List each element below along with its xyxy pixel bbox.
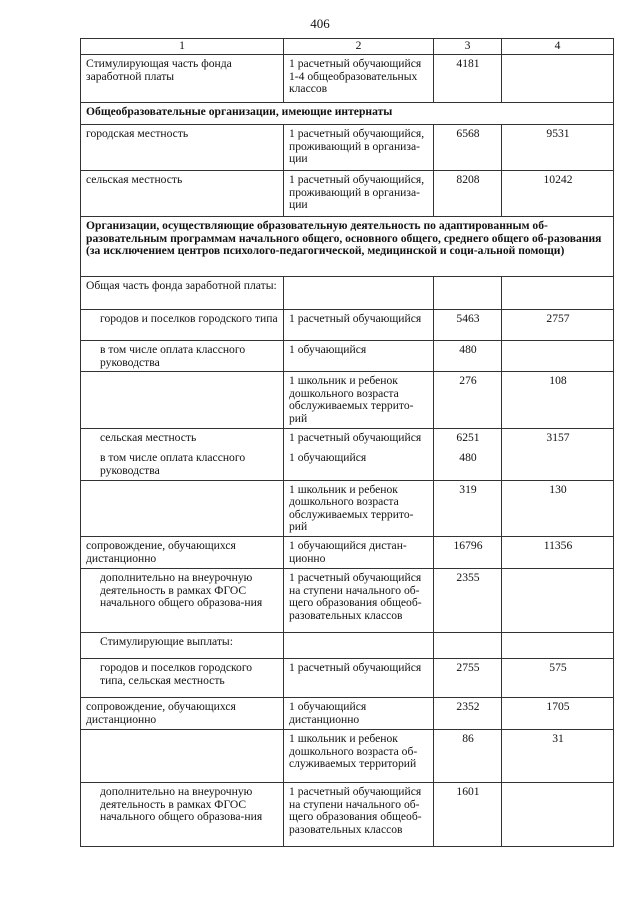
value-cell: 130 xyxy=(502,480,614,536)
value-cell: 480 xyxy=(434,341,502,372)
unit-cell: 1 обучающийся дистан-ционно xyxy=(284,536,434,568)
indicator-cell: дополнительно на внеурочную деятельность в рамках ФГОС начального общего образова-ния xyxy=(81,782,284,846)
value-cell: 8208 xyxy=(434,171,502,217)
value-cell: 2352 xyxy=(434,697,502,729)
indicator-cell xyxy=(81,729,284,782)
header-row xyxy=(81,39,614,55)
table-row xyxy=(81,480,614,536)
indicator-cell xyxy=(81,372,284,428)
indicator-cell: Стимулирующая часть фонда заработной платы xyxy=(81,55,284,103)
header-cell: 4 xyxy=(502,39,614,55)
value-cell: 6568 xyxy=(434,125,502,171)
indicator-cell: в том числе оплата классного руководства xyxy=(81,341,284,372)
indicator-cell: Стимулирующие выплаты: xyxy=(81,632,284,658)
value-cell: 319 xyxy=(434,480,502,536)
table-row xyxy=(81,729,614,782)
table-row xyxy=(81,341,614,372)
unit-cell: 1 расчетный обучающийся, проживающий в организа-ции xyxy=(284,125,434,171)
value-cell xyxy=(434,277,502,310)
header-cell: 3 xyxy=(434,39,502,55)
table-row xyxy=(81,55,614,103)
indicator-cell: городов и поселков городского типа xyxy=(81,310,284,341)
section-heading: Организации, осуществляющие образовательную деятельность по адаптированным об-разовательным программам начального общего, основного общего, среднего общего об-разования (за исключением центров психолого-педагогической, медицинской и соци-альной помощи) xyxy=(81,217,614,277)
unit-cell: 1 школьник и ребенок дошкольного возраста обслуживаемых террито-рий xyxy=(284,372,434,428)
section-row xyxy=(81,217,614,277)
value-cell: 108 xyxy=(502,372,614,428)
unit-cell: 1 обучающийся xyxy=(284,341,434,372)
indicator-cell: в том числе оплата классного руководства xyxy=(81,449,284,480)
unit-cell xyxy=(284,632,434,658)
value-cell: 4181 xyxy=(434,55,502,103)
value-cell: 276 xyxy=(434,372,502,428)
value-cell xyxy=(434,632,502,658)
value-cell: 2755 xyxy=(434,658,502,697)
norms-table xyxy=(80,38,614,847)
value-cell: 31 xyxy=(502,729,614,782)
table-row xyxy=(81,632,614,658)
table-row xyxy=(81,125,614,171)
table-row xyxy=(81,372,614,428)
value-cell: 6251 xyxy=(434,428,502,449)
header-cell: 2 xyxy=(284,39,434,55)
table-row xyxy=(81,171,614,217)
table-row xyxy=(81,697,614,729)
value-cell xyxy=(502,782,614,846)
table-row xyxy=(81,449,614,480)
unit-cell: 1 школьник и ребенок дошкольного возраста обслуживаемых террито-рий xyxy=(284,480,434,536)
value-cell: 11356 xyxy=(502,536,614,568)
indicator-cell: сельская местность xyxy=(81,171,284,217)
value-cell: 3157 xyxy=(502,428,614,449)
unit-cell: 1 обучающийся xyxy=(284,449,434,480)
unit-cell: 1 расчетный обучающийся xyxy=(284,658,434,697)
unit-cell: 1 расчетный обучающийся xyxy=(284,428,434,449)
value-cell xyxy=(502,449,614,480)
value-cell xyxy=(502,632,614,658)
value-cell: 2355 xyxy=(434,568,502,632)
page-number: 406 xyxy=(310,16,330,31)
table-row xyxy=(81,658,614,697)
value-cell: 1601 xyxy=(434,782,502,846)
value-cell: 9531 xyxy=(502,125,614,171)
indicator-cell: городская местность xyxy=(81,125,284,171)
value-cell xyxy=(502,277,614,310)
unit-cell: 1 расчетный обучающийся 1-4 общеобразовательных классов xyxy=(284,55,434,103)
value-cell: 1705 xyxy=(502,697,614,729)
value-cell: 5463 xyxy=(434,310,502,341)
indicator-cell: городов и поселков городского типа, сельская местность xyxy=(81,658,284,697)
value-cell xyxy=(502,55,614,103)
indicator-cell xyxy=(81,480,284,536)
indicator-cell: сопровождение, обучающихся дистанционно xyxy=(81,697,284,729)
value-cell: 575 xyxy=(502,658,614,697)
unit-cell: 1 расчетный обучающийся, проживающий в организа-ции xyxy=(284,171,434,217)
table-row xyxy=(81,568,614,632)
unit-cell: 1 обучающийся дистанционно xyxy=(284,697,434,729)
value-cell: 86 xyxy=(434,729,502,782)
unit-cell: 1 расчетный обучающийся на ступени начального об-щего образования общеоб-разовательных классов xyxy=(284,782,434,846)
indicator-cell: Общая часть фонда заработной платы: xyxy=(81,277,284,310)
table-row xyxy=(81,536,614,568)
indicator-cell: сельская местность xyxy=(81,428,284,449)
header-cell: 1 xyxy=(81,39,284,55)
table-row xyxy=(81,277,614,310)
value-cell: 10242 xyxy=(502,171,614,217)
section-row xyxy=(81,103,614,125)
value-cell xyxy=(502,568,614,632)
section-heading: Общеобразовательные организации, имеющие интернаты xyxy=(81,103,614,125)
indicator-cell: дополнительно на внеурочную деятельность в рамках ФГОС начального общего образова-ния xyxy=(81,568,284,632)
indicator-cell: сопровождение, обучающихся дистанционно xyxy=(81,536,284,568)
unit-cell: 1 расчетный обучающийся xyxy=(284,310,434,341)
table-row xyxy=(81,310,614,341)
value-cell xyxy=(502,341,614,372)
unit-cell: 1 школьник и ребенок дошкольного возраста об-служиваемых территорий xyxy=(284,729,434,782)
table-row xyxy=(81,428,614,449)
value-cell: 480 xyxy=(434,449,502,480)
value-cell: 16796 xyxy=(434,536,502,568)
unit-cell xyxy=(284,277,434,310)
value-cell: 2757 xyxy=(502,310,614,341)
unit-cell: 1 расчетный обучающийся на ступени начального об-щего образования общеоб-разовательных классов xyxy=(284,568,434,632)
table-row xyxy=(81,782,614,846)
